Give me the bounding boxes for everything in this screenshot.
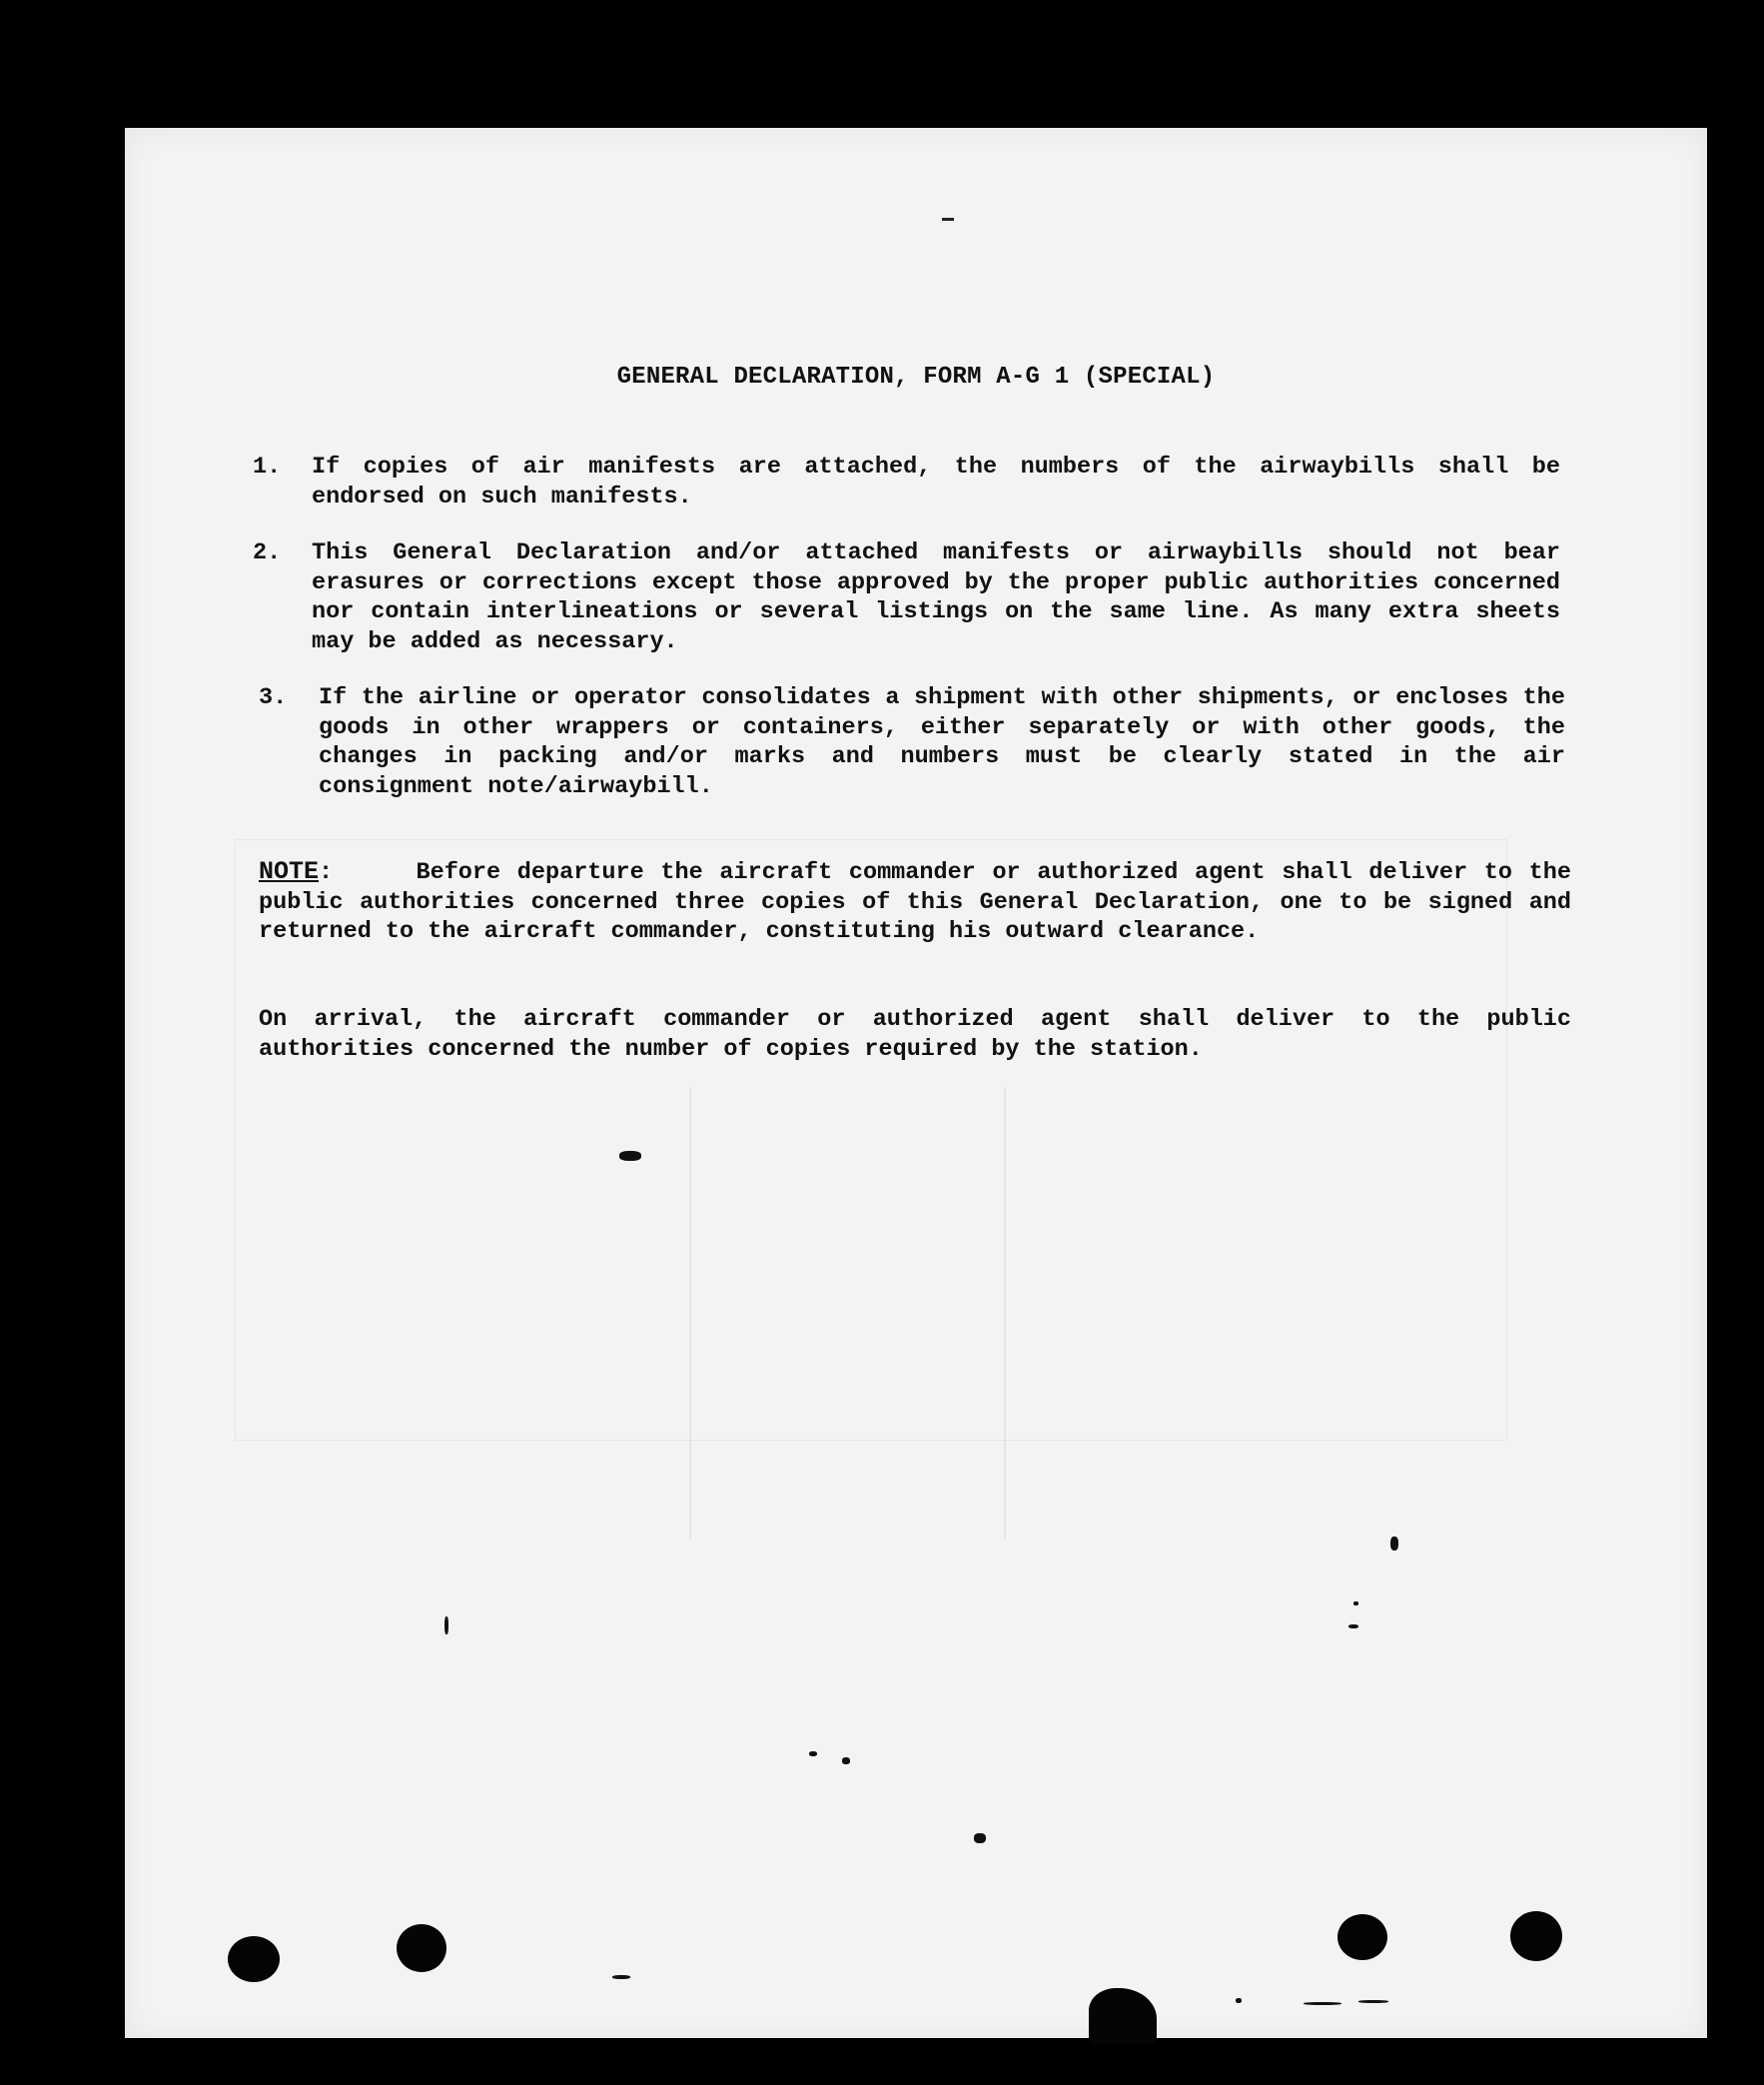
ink-blot xyxy=(397,1924,446,1972)
list-item-text: If the airline or operator consolidates a shipment with other shipments, or encloses the goods in other wrappers or containers, either separately or with other goods, the changes in packing and/or marks and numbers must be clearly stated in the air consignment note/airwaybill. xyxy=(319,684,1565,800)
top-dash-mark xyxy=(942,218,954,221)
ink-speck xyxy=(1390,1537,1398,1551)
ink-speck xyxy=(974,1833,986,1843)
ink-blot xyxy=(1510,1911,1562,1961)
ink-speck xyxy=(619,1151,641,1161)
arrival-paragraph: On arrival, the aircraft commander or authorized agent shall deliver to the public authorities concerned the number of copies required by the station. xyxy=(259,1006,1571,1063)
list-item-number: 2. xyxy=(253,539,282,566)
ink-speck xyxy=(1353,1601,1358,1605)
list-item-number: 1. xyxy=(253,454,282,481)
list-item-text: This General Declaration and/or attached manifests or airwaybills should not bear erasures or corrections except those approved by the proper public authorities concerned nor contain interlineations or several listings on the same line. As many extra sheets may be added as necessary. xyxy=(312,539,1560,655)
note-colon: : xyxy=(319,859,417,886)
ink-speck xyxy=(842,1757,850,1764)
list-item-number: 3. xyxy=(259,684,288,711)
list-item-text: If copies of air manifests are attached, the numbers of the airwaybills shall be endorsed on such manifests. xyxy=(312,454,1560,511)
ink-blot xyxy=(1337,1914,1387,1960)
ink-speck xyxy=(1236,1998,1242,2003)
ink-speck xyxy=(809,1751,817,1756)
note-label: NOTE xyxy=(259,857,320,886)
page-title: GENERAL DECLARATION, FORM A-G 1 (SPECIAL) xyxy=(616,364,1216,391)
note-paragraph xyxy=(259,857,1571,947)
ink-speck xyxy=(1358,2000,1388,2003)
ink-speck xyxy=(612,1975,630,1979)
ink-blot xyxy=(228,1936,280,1982)
note-text: Before departure the aircraft commander or authorized agent shall deliver to the public authorities concerned three copies of this General Declaration, one to be signed and returned to the aircraft commander, constituting his outward clearance. xyxy=(259,859,1571,945)
ink-speck xyxy=(1348,1624,1358,1628)
ink-speck xyxy=(1304,2002,1341,2005)
ink-speck xyxy=(444,1616,448,1634)
document-page xyxy=(125,128,1707,2038)
document-content xyxy=(125,128,1707,2038)
